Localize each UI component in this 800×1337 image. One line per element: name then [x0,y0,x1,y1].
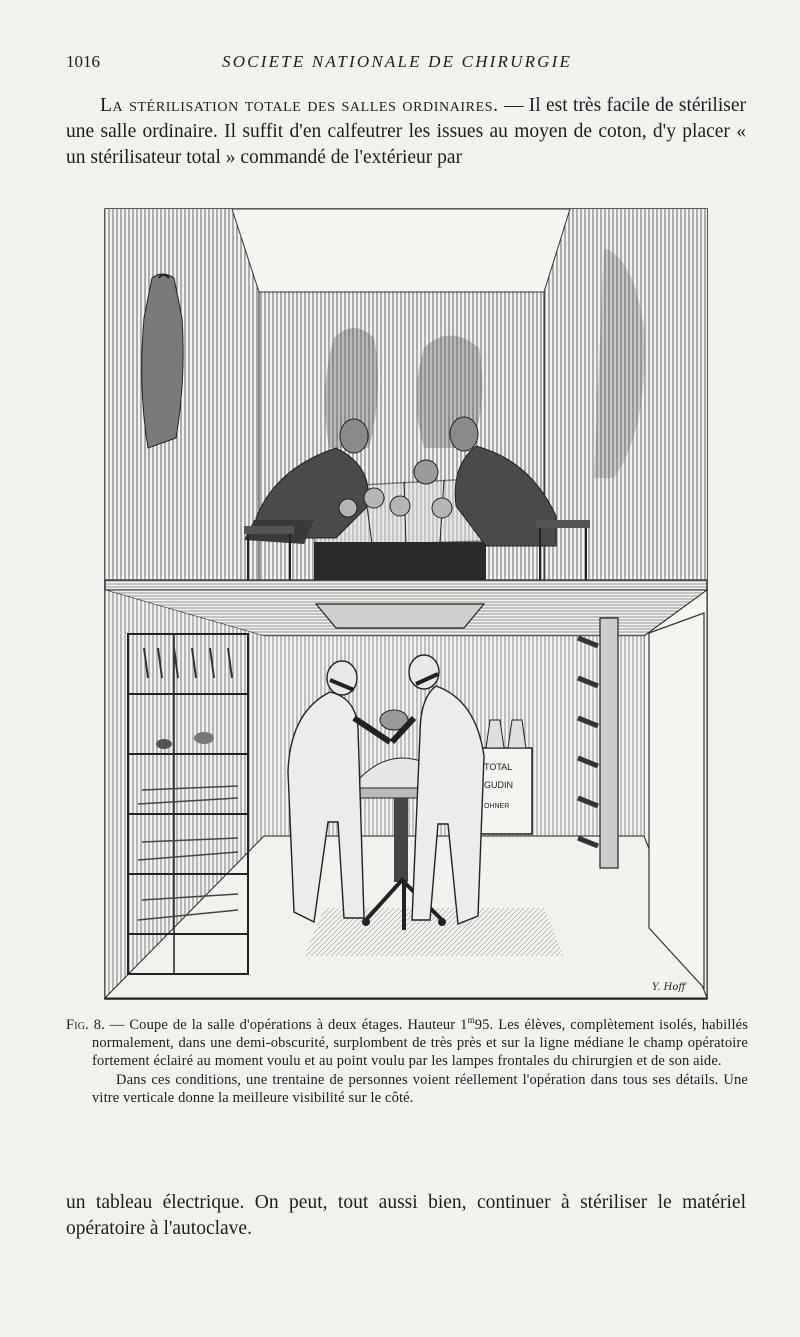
caption-superscript: m [467,1015,475,1025]
top-paragraph [66,93,746,171]
operating-room-illustration [104,208,708,1000]
section-lead: La stérilisation totale des salles ordinaires. [100,95,499,116]
lower-operating-room [105,590,707,998]
page-number: 1016 [66,52,100,71]
figure-caption [66,1015,749,1107]
cabinet-sign-line-2: GUDIN [484,780,513,790]
figure-label: Fig. 8. [66,1017,105,1033]
caption-paragraph-2: Dans ces conditions, une trentaine de personnes voient réellement l'opération dans tous ses détails. Une vitre verticale donne la meilleure visibilité sur le côté. [92,1071,748,1106]
page-header [66,52,738,76]
caption-text-b: 95. Les élèves, complètement isolés, habillés normalement, dans une demi-obscurité, surplombent de très près et sur la ligne médiane le champ opératoire fortement éclairé au moment voulu et au point voulu par les lampes frontales du chirurgien et de son aide. [92,1017,749,1070]
cabinet-sign-line-1: TOTAL [484,762,513,772]
caption-text-a: — Coupe de la salle d'opérations à deux étages. Hauteur 1 [104,1017,468,1033]
top-paragraph-text: — Il est très facile de stériliser une salle ordinaire. Il suffit d'en calfeutrer les issues au moyen de coton, d'y placer « un stérilisateur total » commandé de l'extérieur par [66,95,747,168]
artist-signature: Y. Hoff [652,982,686,993]
bottom-paragraph: un tableau électrique. On peut, tout aussi bien, continuer à stériliser le matériel opératoire à l'autoclave. [66,1192,746,1239]
cabinet-sign-line-3: OHNER [484,803,510,810]
running-title: SOCIETE NATIONALE DE CHIRURGIE [222,52,573,71]
upper-gallery [105,209,707,590]
caption-paragraph-1 [66,1015,749,1071]
hanging-coat [142,274,183,448]
